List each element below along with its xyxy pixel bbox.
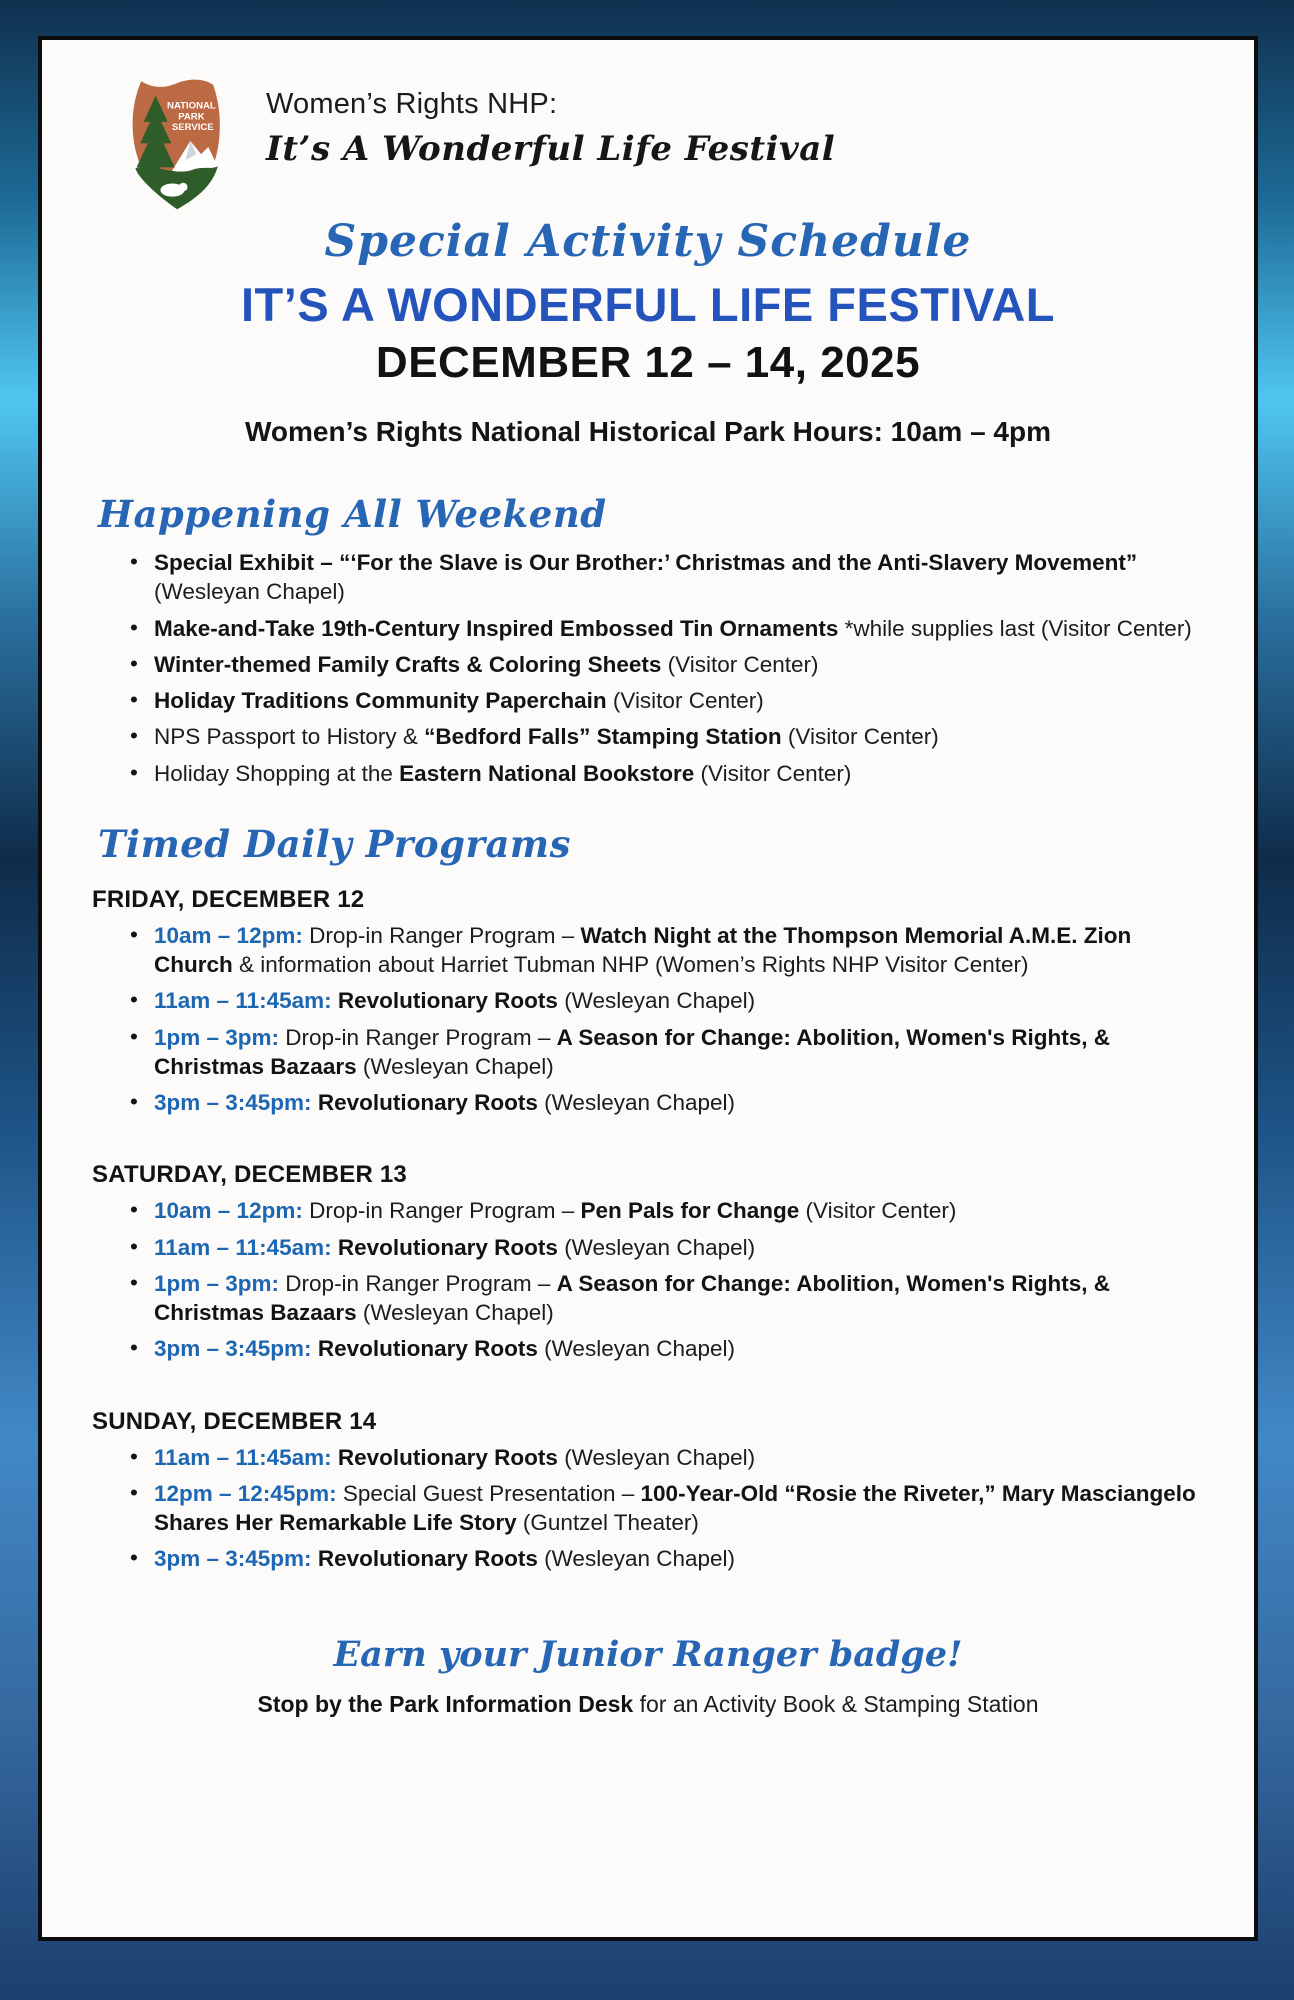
list-item <box>128 921 1206 980</box>
park-name: Women’s Rights NHP: <box>266 88 558 120</box>
text-segment: Stop by the Park Information Desk <box>257 1690 634 1717</box>
text-segment: NPS Passport to History & <box>154 724 425 750</box>
timed-daily-programs-section <box>90 822 1206 1574</box>
text-segment: 3pm – 3:45pm: <box>154 1090 312 1115</box>
text-segment: 1pm – 3pm: <box>154 1270 280 1296</box>
text-segment: Make-and-Take 19th-Century Inspired Embossed Tin Ornaments <box>154 615 839 641</box>
script-subtitle: Special Activity Schedule <box>324 216 972 267</box>
list-item <box>128 722 1206 751</box>
list-item <box>128 986 1206 1015</box>
list-item <box>128 1233 1206 1262</box>
weekend-activity-list <box>90 548 1206 788</box>
happening-all-weekend-section <box>90 492 1206 788</box>
saturday-program-list <box>90 1196 1206 1363</box>
text-segment: (Wesleyan Chapel) <box>356 1053 554 1079</box>
text-segment: (Wesleyan Chapel) <box>557 1444 756 1470</box>
text-segment: (Guntzel Theater) <box>516 1510 699 1535</box>
park-hours: Women’s Rights National Historical Park Hours: 10am – 4pm <box>245 416 1051 447</box>
text-segment: 11am – 11:45am: <box>154 988 332 1014</box>
list-item <box>128 1443 1206 1472</box>
logo-bison <box>179 183 188 192</box>
list-item <box>128 1334 1206 1363</box>
text-segment: Pen Pals for Change <box>580 1198 800 1224</box>
text-segment: Revolutionary Roots <box>317 1546 538 1572</box>
text-segment: A Season for Change: Abolition, Women's Rights, & Christmas Bazaars <box>154 1270 1110 1325</box>
text-segment: Revolutionary Roots <box>337 1444 558 1470</box>
text-segment: 3pm – 3:45pm: <box>154 1336 312 1362</box>
day-schedule-saturday <box>90 1161 1206 1363</box>
text-segment: Revolutionary Roots <box>337 988 558 1014</box>
text-segment: *while supplies last (Visitor Center) <box>838 615 1192 641</box>
list-item <box>128 1088 1206 1117</box>
list-item <box>128 1479 1206 1538</box>
text-segment: Drop-in Ranger Program – <box>279 1024 557 1050</box>
text-segment: (Wesleyan Chapel) <box>537 1546 736 1572</box>
text-segment: (Wesleyan Chapel) <box>154 579 345 605</box>
text-segment: Winter-themed Family Crafts & Coloring Sheets <box>154 651 662 677</box>
list-item <box>128 548 1206 607</box>
text-segment: A Season for Change: Abolition, Women's Rights, & Christmas Bazaars <box>154 1024 1110 1079</box>
event-dates: DECEMBER 12 – 14, 2025 <box>375 338 921 387</box>
header-text <box>266 74 835 169</box>
text-segment: Holiday Shopping at the <box>154 760 400 786</box>
section-heading-weekend: Happening All Weekend <box>98 492 607 536</box>
friday-program-list <box>90 921 1206 1118</box>
day-schedule-friday <box>90 886 1206 1118</box>
day-title: FRIDAY, DECEMBER 12 <box>92 885 365 913</box>
text-segment: Revolutionary Roots <box>317 1090 538 1115</box>
text-segment: & information about Harriet Tubman NHP (Women’s Rights NHP Visitor Center) <box>232 952 1029 977</box>
information-desk-line <box>90 1691 1206 1718</box>
list-item <box>128 686 1206 715</box>
main-title: IT’S A WONDERFUL LIFE FESTIVAL <box>241 278 1055 331</box>
nps-arrowhead-logo <box>116 74 236 214</box>
text-segment: Holiday Traditions Community Paperchain <box>154 688 607 713</box>
text-segment: Drop-in Ranger Program – <box>302 922 581 948</box>
text-segment: 1pm – 3pm: <box>154 1024 280 1050</box>
day-title: SATURDAY, DECEMBER 13 <box>92 1161 407 1189</box>
day-schedule-sunday <box>90 1408 1206 1574</box>
text-segment: (Wesleyan Chapel) <box>557 1234 756 1260</box>
text-segment: (Visitor Center) <box>606 688 764 713</box>
list-item <box>128 1544 1206 1573</box>
junior-ranger-script: Earn your Junior Ranger badge! <box>333 1633 963 1675</box>
list-item <box>128 1196 1206 1225</box>
text-segment: 11am – 11:45am: <box>154 1234 332 1260</box>
text-segment: Revolutionary Roots <box>337 1234 558 1260</box>
text-segment: (Visitor Center) <box>661 651 819 677</box>
list-item <box>128 1269 1206 1328</box>
text-segment: 11am – 11:45am: <box>154 1444 332 1470</box>
text-segment: for an Activity Book & Stamping Station <box>633 1690 1039 1717</box>
text-segment: (Wesleyan Chapel) <box>537 1090 736 1115</box>
day-title: SUNDAY, DECEMBER 14 <box>92 1407 377 1435</box>
text-segment: Special Exhibit – “‘For the Slave is Our Brother:’ Christmas and the Anti-Slavery Movement” <box>154 550 1138 575</box>
logo-text: NATIONAL PARK SERVICE <box>167 100 216 134</box>
text-segment: (Visitor Center) <box>694 760 852 786</box>
text-segment: Revolutionary Roots <box>317 1336 538 1362</box>
logo-tree-trunk <box>152 165 159 183</box>
list-item <box>128 614 1206 643</box>
text-segment: (Visitor Center) <box>781 724 939 750</box>
text-segment: Eastern National Bookstore <box>399 760 695 786</box>
text-segment: 100-Year-Old “Rosie the Riveter,” Mary Masciangelo Shares Her Remarkable Life Story <box>154 1480 1196 1535</box>
list-item <box>128 1023 1206 1082</box>
list-item <box>128 650 1206 679</box>
text-segment: Drop-in Ranger Program – <box>279 1270 557 1296</box>
flyer-card <box>38 36 1258 1941</box>
text-segment: Drop-in Ranger Program – <box>302 1198 581 1224</box>
text-segment: 12pm – 12:45pm: <box>154 1480 337 1506</box>
text-segment: 10am – 12pm: <box>154 1198 303 1224</box>
text-segment: (Wesleyan Chapel) <box>557 988 756 1014</box>
header <box>116 74 1206 214</box>
text-segment: Special Guest Presentation – <box>336 1480 641 1506</box>
text-segment: 3pm – 3:45pm: <box>154 1546 312 1572</box>
footer <box>90 1634 1206 1718</box>
text-segment: (Wesleyan Chapel) <box>537 1336 736 1362</box>
text-segment: (Wesleyan Chapel) <box>356 1300 554 1325</box>
festival-name-script: It’s A Wonderful Life Festival <box>266 129 836 169</box>
list-item <box>128 759 1206 788</box>
section-heading-programs: Timed Daily Programs <box>98 821 571 866</box>
text-segment: Watch Night at the Thompson Memorial A.M.E. Zion Church <box>154 922 1132 977</box>
text-segment: (Visitor Center) <box>799 1198 957 1224</box>
text-segment: “Bedford Falls” Stamping Station <box>424 724 782 750</box>
text-segment: 10am – 12pm: <box>154 922 303 948</box>
sunday-program-list <box>90 1443 1206 1574</box>
